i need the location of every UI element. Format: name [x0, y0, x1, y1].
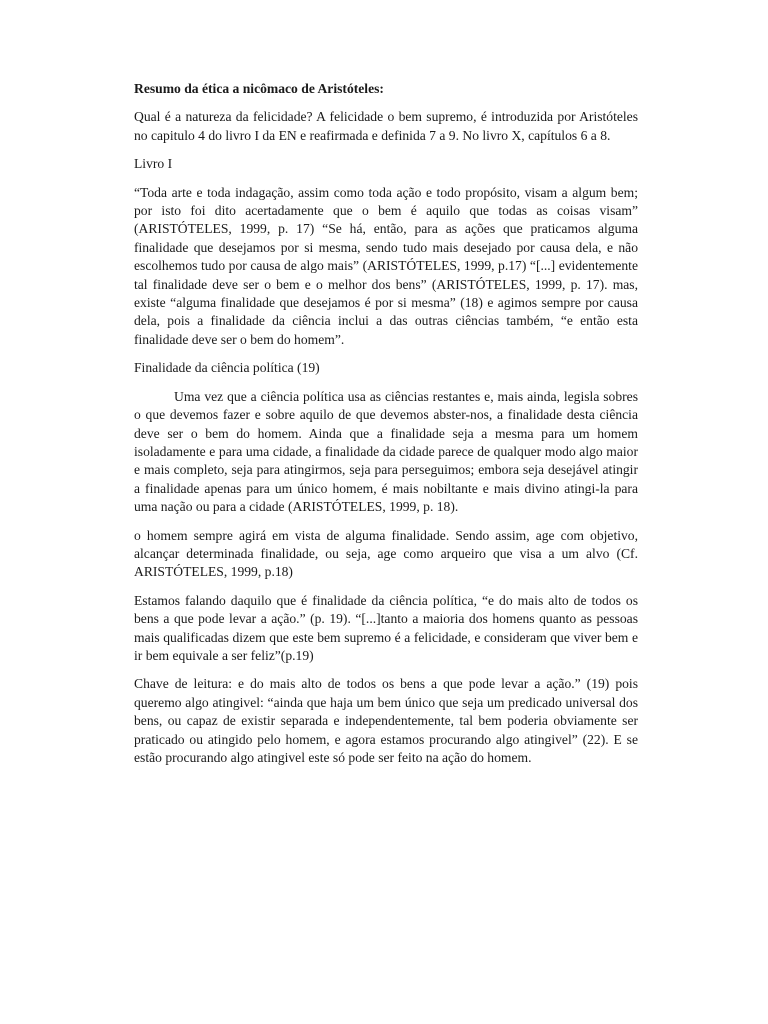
ciencia-politica-paragraph-2: o homem sempre agirá em vista de alguma finalidade. Sendo assim, age com objetivo, alcançar determinada finalidade, ou seja, age como arqueiro que visa a um alvo (Cf. ARISTÓTELES, 1999, p.18): [134, 527, 638, 580]
ciencia-politica-paragraph-3: Estamos falando daquilo que é finalidade da ciência política, “e do mais alto de todos os bens a que pode levar a ação.” (p. 19). “[...]tanto a maioria dos homens quanto as pessoas mais qualificadas dizem que este bem supremo é a felicidade, e consideram que viver bem e ir bem equivale a ser feliz”(p.19): [134, 592, 638, 663]
document-page: [134, 80, 638, 777]
livro-i-paragraph: “Toda arte e toda indagação, assim como toda ação e todo propósito, visam a algum bem; por isto foi dito acertadamente que o bem é aquilo que todas as coisas visam” (ARISTÓTELES, 1999, p. 17) “Se há, então, para as ações que praticamos alguma finalidade que desejamos por si mesma, sendo tudo mais desejado por causa dela, e não escolhemos tudo por causa de algo mais” (ARISTÓTELES, 1999, p.17) “[...] evidentemente tal finalidade deve ser o bem e o melhor dos bens” (ARISTÓTELES, 1999, p. 17). mas, existe “alguma finalidade que desejamos é por si mesma” (18) e agimos sempre por causa dela, pois a finalidade da ciência inclui a das outras ciências também, “e então esta finalidade deve ser o bem do homem”.: [134, 184, 638, 347]
chave-de-leitura-paragraph: Chave de leitura: e do mais alto de todos os bens a que pode levar a ação.” (19) pois queremo algo atingivel: “ainda que haja um bem único que seja um predicado universal dos bens, ou capaz de existir separada e independentemente, tal bem poderia obviamente ser praticado ou atingido pelo homem, e agora estamos procurando algo atingivel” (22). E se estão procurando algo atingivel este só pode ser feito na ação do homem.: [134, 676, 638, 765]
section-heading-livro-i: Livro I: [134, 156, 173, 172]
section-heading-ciencia-politica: Finalidade da ciência política (19): [134, 360, 320, 376]
document-title: Resumo da ética a nicômaco de Aristóteles:: [134, 81, 384, 96]
intro-paragraph: Qual é a natureza da felicidade? A felicidade o bem supremo, é introduzida por Aristóteles no capitulo 4 do livro I da EN e reafirmada e definida 7 a 9. No livro X, capítulos 6 a 8.: [134, 109, 638, 143]
ciencia-politica-paragraph-1: Uma vez que a ciência política usa as ciências restantes e, mais ainda, legisla sobres o que devemos fazer e sobre aquilo de que devemos abster-nos, a finalidade desta ciência deve ser o bem do homem. Ainda que a finalidade seja a mesma para um homem isoladamente e para uma cidade, a finalidade da cidade parece de qualquer modo algo maior e mais completo, seja para atingirmos, seja para perseguimos; embora seja desejável atingir a finalidade apenas para um único homem, é mais nobiltante e mais divino atingi-la para uma nação ou para a cidade (ARISTÓTELES, 1999, p. 18).: [134, 388, 638, 515]
